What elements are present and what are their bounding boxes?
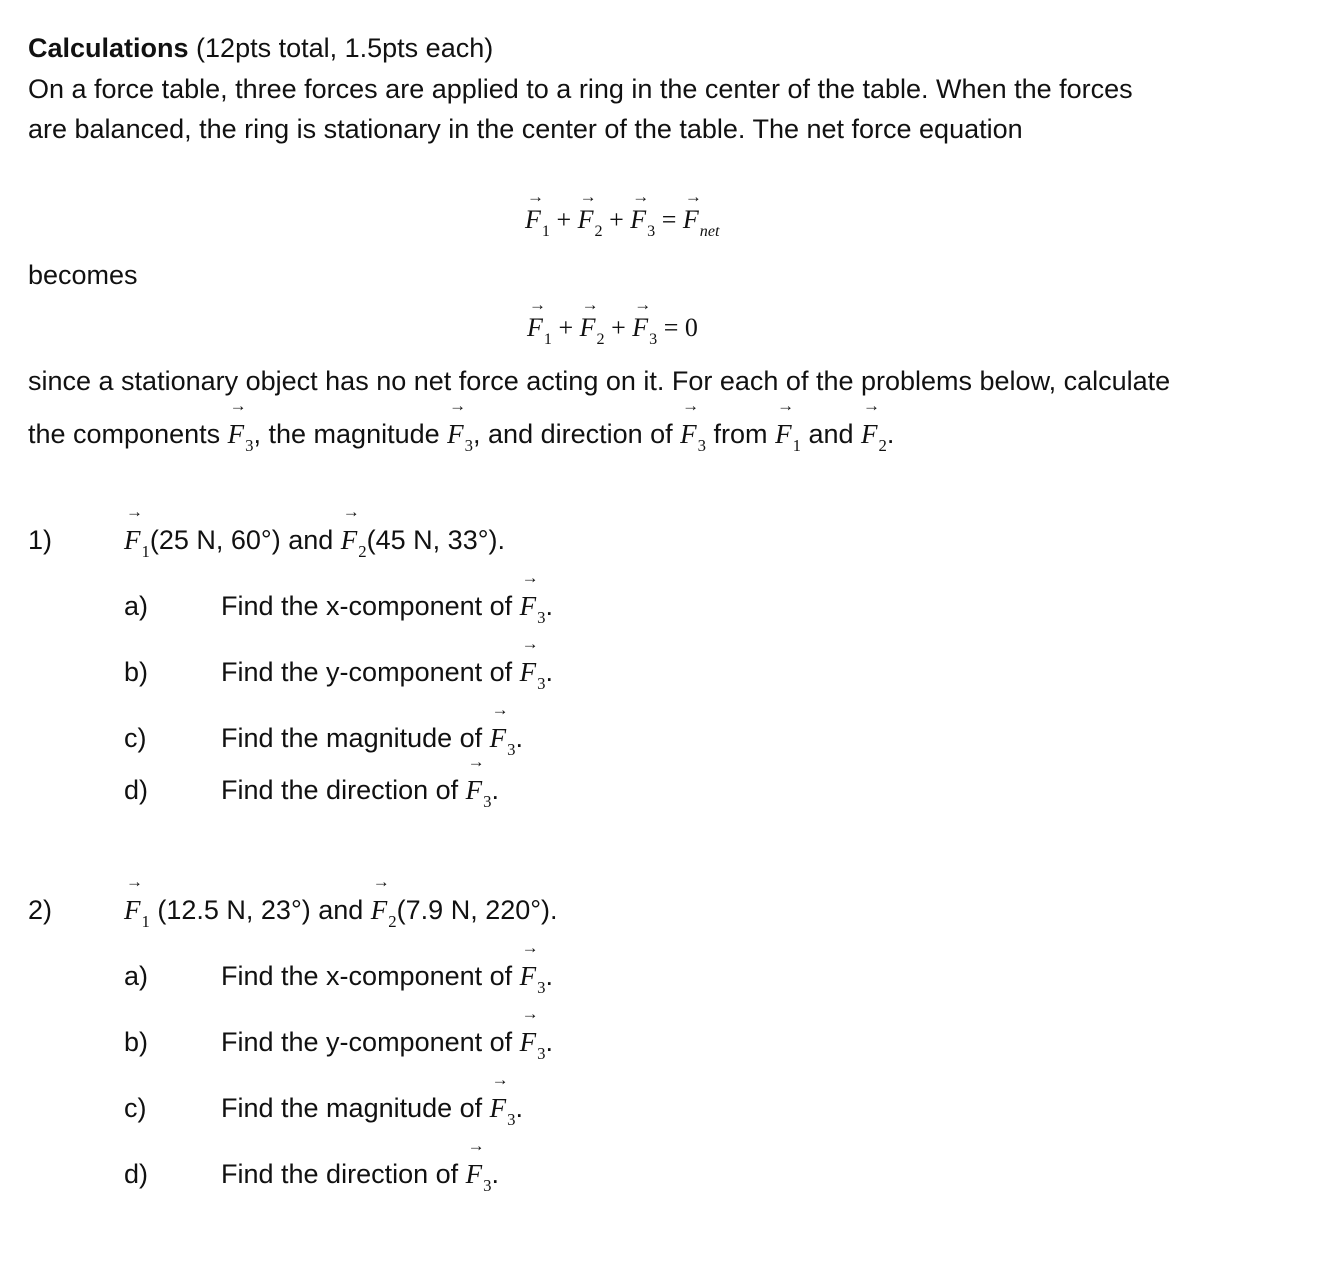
problem-1-number: 1) (28, 525, 53, 555)
section-heading (28, 28, 493, 68)
vector-f2: → $F_2$ (861, 396, 887, 455)
vector-f1: → $F_1$ (124, 502, 150, 561)
vector-f3: → $F_3$ (630, 187, 656, 240)
problem-2-part-b-label: b) (124, 1027, 149, 1057)
vector-f3: → $F_3$ (465, 1136, 492, 1195)
vector-f3: → $F_3$ (489, 1070, 516, 1129)
problem-1-part-d: Find the direction of → $F_3$. (221, 770, 499, 814)
net-force-equation: → $F_1$ + → $F_2$ + → $F_3$ = → $F_{net}$ (525, 187, 720, 240)
problem-2-part-d: Find the direction of → $F_3$. (221, 1154, 499, 1198)
problem-1-part-c-label: c) (124, 723, 147, 753)
vector-f3: → $F_3$ (489, 700, 516, 759)
vector-f2: → $F_2$ (577, 187, 603, 240)
problem-2-number: 2) (28, 895, 53, 925)
problem-2-part-d-label: d) (124, 1159, 149, 1189)
problem-2-part-c: Find the magnitude of → $F_3$. (221, 1088, 523, 1132)
vector-f1: → $F_1$ (775, 396, 801, 455)
vector-f2: → $F_2$ (370, 872, 397, 931)
vector-f1: → $F_1$ (525, 187, 550, 240)
becomes-text: becomes (28, 260, 138, 290)
equilibrium-equation: → $F_1$ + → $F_2$ + → $F_3 = 0$ (527, 295, 698, 348)
problem-2-part-c-label: c) (124, 1093, 147, 1123)
problem-2-part-a: Find the x-component of → $F_3$. (221, 956, 553, 1000)
vector-f3: → $F_3$ (680, 396, 707, 455)
vector-f3: → $F_3$ (519, 568, 546, 627)
vector-f3: → $F_3$ (519, 1004, 546, 1063)
vector-f1: → $F_1$ (124, 872, 150, 931)
vector-f1: → $F_1$ (527, 295, 552, 348)
problem-1-part-b: Find the y-component of → $F_3$. (221, 652, 553, 696)
intro-line-1: On a force table, three forces are applied to a ring in the center of the table. When the forces (28, 74, 1133, 104)
vector-f3: → $F_3$ (632, 295, 658, 348)
problem-1-part-d-label: d) (124, 775, 149, 805)
problem-1-given: → $F_1(25$ N, 60°) and → $F_2(45$ N, 33°). (124, 520, 505, 564)
problem-1-part-c: Find the magnitude of → $F_3$. (221, 718, 523, 762)
intro-line-2: are balanced, the ring is stationary in the center of the table. The net force equation (28, 114, 1023, 144)
vector-f3: → $F_3$ (465, 752, 492, 811)
vector-f3: → $F_3$ (447, 396, 474, 455)
problem-2-part-b: Find the y-component of → $F_3$. (221, 1022, 553, 1066)
problem-1-part-a-label: a) (124, 591, 149, 621)
heading-rest: (12pts total, 1.5pts each) (188, 33, 494, 63)
problem-2-part-a-label: a) (124, 961, 149, 991)
vector-f3: → $F_3$ (227, 396, 254, 455)
problem-1-part-a: Find the x-component of → $F_3$. (221, 586, 553, 630)
vector-f3: → $F_3$ (519, 938, 546, 997)
problem-1-part-b-label: b) (124, 657, 149, 687)
problem-2-given: → $F_1$ (12.5 N, 23°) and → $F_2(7.9$ N, 220°). (124, 890, 558, 934)
vector-fnet: → $F_{net}$ (682, 187, 720, 240)
vector-f2: → $F_2$ (579, 295, 605, 348)
vector-f2: → $F_2$ (340, 502, 367, 561)
vector-f3: → $F_3$ (519, 634, 546, 693)
zero-value: 0 (684, 313, 698, 342)
intro-line-4: the components → $F_3$, the magnitude → $F_3$, and direction of → $F_3$ from → $F_1$ and → $F_2$. (28, 414, 894, 458)
heading-bold: Calculations (28, 33, 189, 63)
intro-line-3: since a stationary object has no net force acting on it. For each of the problems below, calculate (28, 366, 1171, 396)
